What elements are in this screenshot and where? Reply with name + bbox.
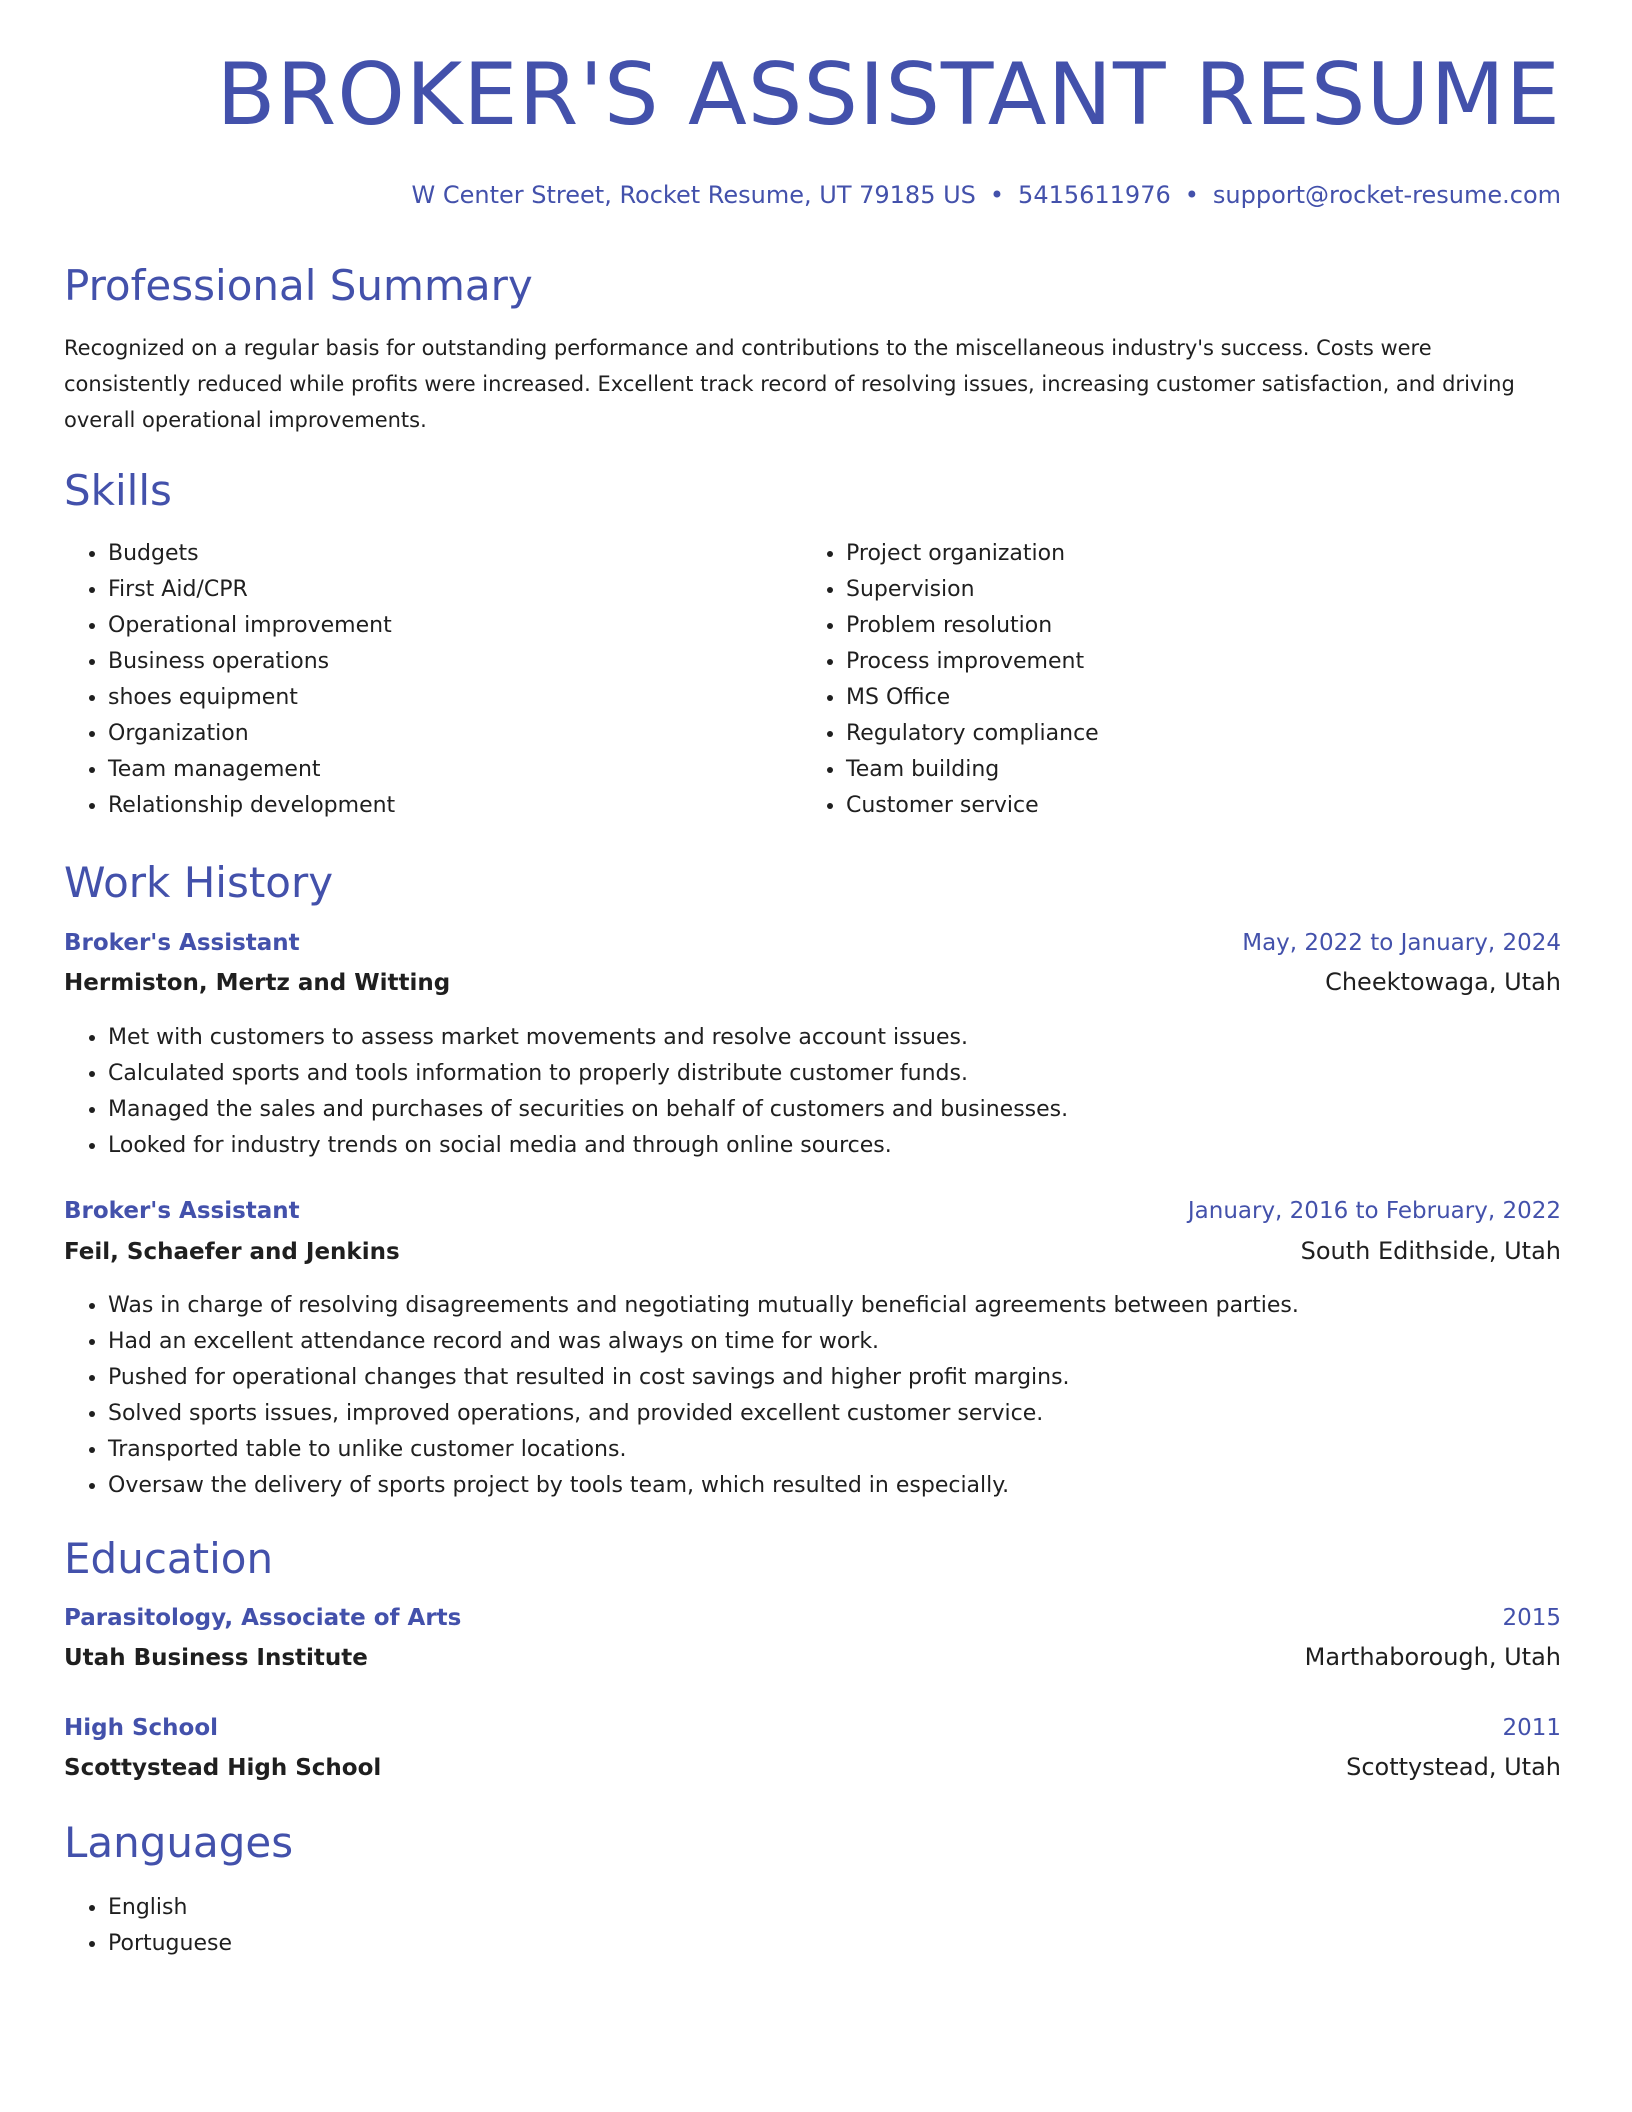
languages-heading: Languages (64, 1818, 294, 1867)
skill-item: • Relationship development (108, 788, 395, 824)
education-year: 2011 (1502, 1715, 1561, 1741)
contact-line (412, 181, 1562, 209)
skill-item: • Team building (846, 752, 1099, 788)
education-subheader (64, 1753, 1561, 1781)
work-history-heading: Work History (64, 858, 334, 907)
job-bullet: • Managed the sales and purchases of securities on behalf of customers and businesses. (108, 1092, 1068, 1128)
job-company: Hermiston, Mertz and Witting (64, 970, 451, 996)
job-subheader (64, 1237, 1561, 1265)
education-header (64, 1715, 1561, 1741)
resume-title: BROKER'S ASSISTANT RESUME (216, 45, 1561, 145)
job-bullet: • Oversaw the delivery of sports project by tools team, which resulted in especially. (108, 1468, 1299, 1504)
contact-email[interactable]: support@rocket-resume.com (1212, 181, 1561, 209)
skill-item: • Budgets (108, 536, 395, 572)
skill-item: • Operational improvement (108, 608, 395, 644)
skill-item: • Customer service (846, 788, 1099, 824)
language-item: • English (108, 1890, 232, 1926)
skills-list-left (64, 536, 395, 824)
skill-item: • MS Office (846, 680, 1099, 716)
contact-address: W Center Street, Rocket Resume, UT 79185 US (411, 181, 976, 209)
skills-heading: Skills (64, 466, 172, 515)
skill-item: • shoes equipment (108, 680, 395, 716)
job-bullet: • Calculated sports and tools information to properly distribute customer funds. (108, 1056, 1068, 1092)
education-subheader (64, 1643, 1561, 1671)
skill-item: • Regulatory compliance (846, 716, 1099, 752)
skill-item: • Business operations (108, 644, 395, 680)
education-school: Scottystead High School (64, 1755, 382, 1781)
job-dates: May, 2022 to January, 2024 (1242, 930, 1561, 956)
job-company: Feil, Schaefer and Jenkins (64, 1239, 400, 1265)
job-bullet: • Was in charge of resolving disagreements and negotiating mutually beneficial agreements between parties. (108, 1288, 1299, 1324)
job-subheader (64, 968, 1561, 996)
job-bullets (64, 1020, 1068, 1164)
summary-text: Recognized on a regular basis for outstanding performance and contributions to the miscellaneous industry's success. Costs were consistently reduced while profits were increased. Excellent track record of resolving issues, increasing customer satisfaction, and driving overall operational improvements. (64, 336, 1515, 432)
education-heading: Education (64, 1534, 274, 1583)
job-dates: January, 2016 to February, 2022 (1187, 1198, 1561, 1224)
skill-item: • Supervision (846, 572, 1099, 608)
languages-list (64, 1890, 232, 1962)
contact-phone[interactable]: 5415611976 (1018, 181, 1171, 209)
job-bullet: • Met with customers to assess market movements and resolve account issues. (108, 1020, 1068, 1056)
job-location: Cheektowaga, Utah (1325, 968, 1561, 996)
job-bullet: • Looked for industry trends on social media and through online sources. (108, 1128, 1068, 1164)
separator-dot: • (1184, 181, 1199, 209)
job-bullet: • Had an excellent attendance record and was always on time for work. (108, 1324, 1299, 1360)
skills-list-right (802, 536, 1099, 824)
education-location: Marthaborough, Utah (1304, 1643, 1561, 1671)
job-bullet: • Solved sports issues, improved operations, and provided excellent customer service. (108, 1396, 1299, 1432)
job-bullet: • Pushed for operational changes that resulted in cost savings and higher profit margins. (108, 1360, 1299, 1396)
language-item: • Portuguese (108, 1926, 232, 1962)
education-year: 2015 (1502, 1605, 1561, 1631)
education-header (64, 1605, 1561, 1631)
skill-item: • First Aid/CPR (108, 572, 395, 608)
skill-item: • Team management (108, 752, 395, 788)
skill-item: • Organization (108, 716, 395, 752)
job-location: South Edithside, Utah (1300, 1237, 1561, 1265)
education-degree: Parasitology, Associate of Arts (64, 1605, 462, 1631)
summary-heading: Professional Summary (64, 261, 533, 310)
job-title: Broker's Assistant (64, 1198, 300, 1224)
education-location: Scottystead, Utah (1346, 1753, 1561, 1781)
job-bullets (64, 1288, 1299, 1504)
job-title: Broker's Assistant (64, 930, 300, 956)
education-school: Utah Business Institute (64, 1645, 368, 1671)
skill-item: • Problem resolution (846, 608, 1099, 644)
skill-item: • Process improvement (846, 644, 1099, 680)
job-header (64, 930, 1561, 956)
separator-dot: • (989, 181, 1005, 209)
job-header (64, 1198, 1561, 1224)
skill-item: • Project organization (846, 536, 1099, 572)
education-degree: High School (64, 1715, 219, 1741)
job-bullet: • Transported table to unlike customer locations. (108, 1432, 1299, 1468)
